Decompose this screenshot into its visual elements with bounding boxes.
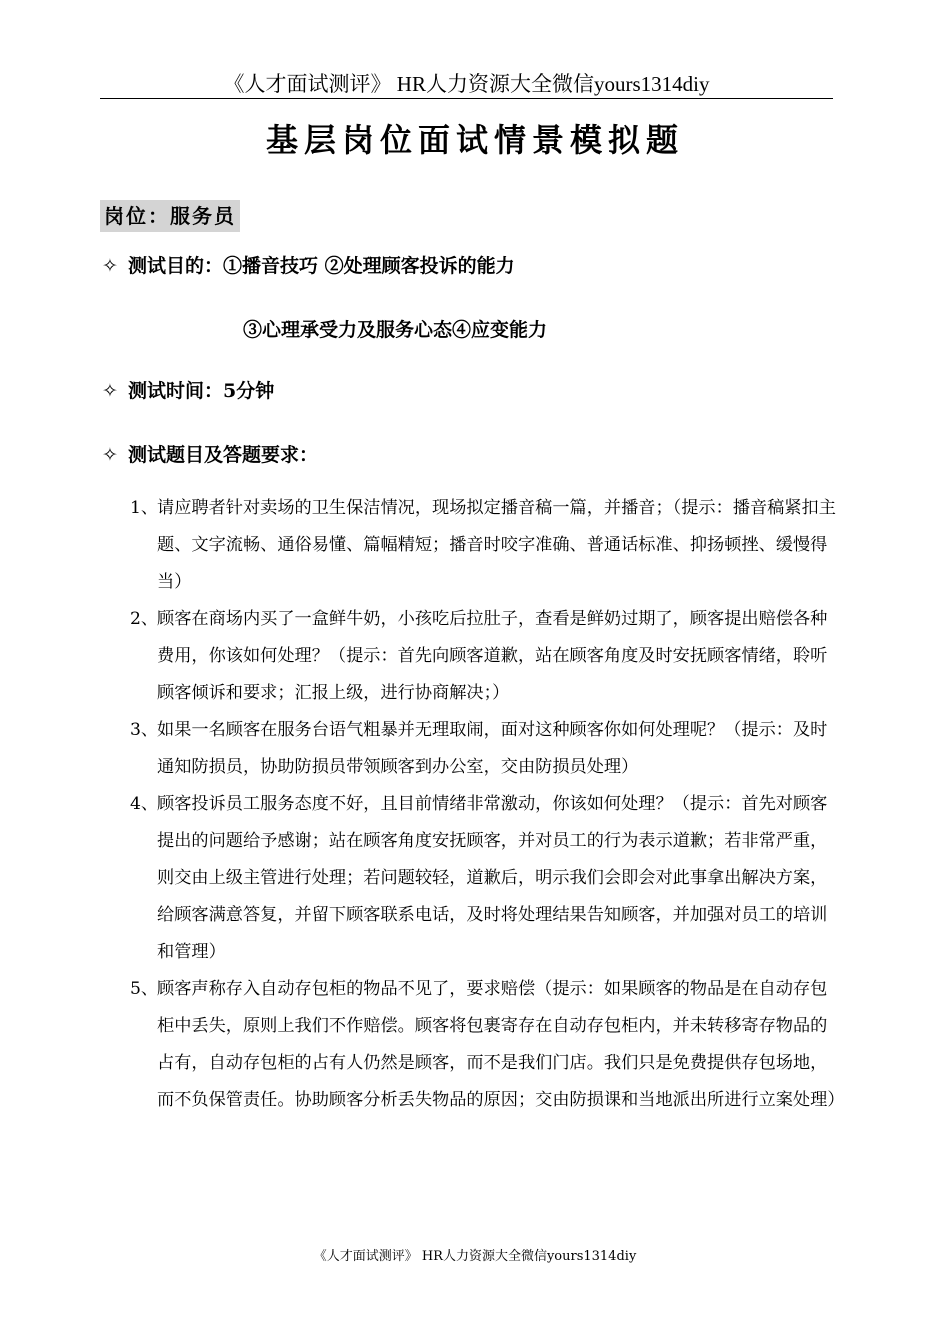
question-item (130, 601, 836, 712)
test-duration (102, 377, 274, 405)
test-requirements-text: 测试题目及答题要求： (128, 444, 319, 466)
question-number: 4、 (130, 794, 159, 814)
question-text: 如果一名顾客在服务台语气粗暴并无理取闹，面对这种顾客你如何处理呢？（提示：及时通知防损员，协助防损员带领顾客到办公室，交由防损员处理） (157, 720, 828, 777)
test-requirements (102, 441, 318, 469)
test-purpose (102, 252, 515, 280)
question-item (130, 490, 836, 601)
diamond-bullet-icon: ✧ (102, 380, 118, 402)
question-item (130, 786, 836, 971)
position-label: 岗位：服务员 (100, 200, 240, 232)
question-item (130, 712, 836, 786)
header-divider (100, 98, 833, 99)
diamond-bullet-icon: ✧ (102, 444, 118, 466)
page-footer: 《人才面试测评》 HR人力资源大全微信yours1314diy (313, 1249, 637, 1264)
question-number: 5、 (130, 979, 159, 999)
question-text: 顾客在商场内买了一盒鲜牛奶，小孩吃后拉肚子，查看是鲜奶过期了，顾客提出赔偿各种费用，你该如何处理？（提示：首先向顾客道歉，站在顾客角度及时安抚顾客情绪，聆听顾客倾诉和要求；汇报上级，进行协商解决；） (157, 609, 828, 703)
test-purpose-continued: ③心理承受力及服务心态④应变能力 (243, 319, 548, 341)
question-list (130, 490, 845, 1119)
page-header: 《人才面试测评》 HR人力资源大全微信yours1314diy (223, 72, 710, 96)
document-title: 基层岗位面试情景模拟题 (265, 121, 684, 159)
question-text: 顾客投诉员工服务态度不好，且目前情绪非常激动，你该如何处理？（提示：首先对顾客提出的问题给予感谢；站在顾客角度安抚顾客，并对员工的行为表示道歉；若非常严重，则交由上级主管进行处理；若问题较轻，道歉后，明示我们会即会对此事拿出解决方案，给顾客满意答复，并留下顾客联系电话，及时将处理结果告知顾客，并加强对员工的培训和管理） (157, 794, 828, 962)
question-text: 顾客声称存入自动存包柜的物品不见了，要求赔偿（提示：如果顾客的物品是在自动存包柜中丢失，原则上我们不作赔偿。顾客将包裹寄存在自动存包柜内，并未转移寄存物品的占有，自动存包柜的占有人仍然是顾客，而不是我们门店。我们只是免费提供存包场地，而不负保管责任。协助顾客分析丢失物品的原因；交由防损课和当地派出所进行立案处理） (157, 979, 845, 1110)
question-number: 2、 (130, 609, 159, 629)
diamond-bullet-icon: ✧ (102, 255, 118, 277)
question-number: 3、 (130, 720, 159, 740)
question-item (130, 971, 845, 1119)
question-text: 请应聘者针对卖场的卫生保洁情况，现场拟定播音稿一篇，并播音；（提示：播音稿紧扣主题、文字流畅、通俗易懂、篇幅精短；播音时咬字准确、普通话标准、抑扬顿挫、缓慢得当） (157, 498, 836, 592)
question-number: 1、 (130, 498, 159, 518)
test-purpose-text: 测试目的：①播音技巧 ②处理顾客投诉的能力 (128, 255, 515, 277)
test-duration-text: 测试时间：5分钟 (128, 380, 275, 402)
